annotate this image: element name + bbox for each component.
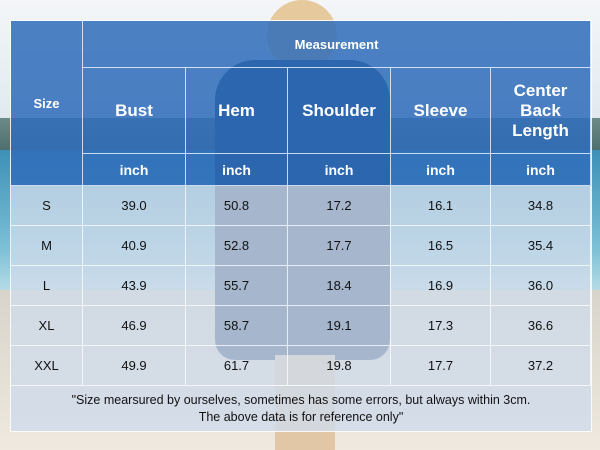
value-cell: 36.6: [491, 306, 591, 346]
unit-shoulder: inch: [288, 154, 391, 186]
value-cell: 36.0: [491, 266, 591, 306]
value-cell: 16.1: [391, 186, 491, 226]
value-cell: 58.7: [186, 306, 288, 346]
column-header-bust: Bust: [83, 68, 186, 154]
value-cell: 16.5: [391, 226, 491, 266]
size-chart-table: [10, 20, 592, 432]
unit-hem: inch: [186, 154, 288, 186]
footnote-line-2: The above data is for reference only": [198, 409, 404, 424]
value-cell: 61.7: [186, 346, 288, 386]
unit-bust: inch: [83, 154, 186, 186]
column-header-shoulder: Shoulder: [288, 68, 391, 154]
value-cell: 17.7: [391, 346, 491, 386]
value-cell: 17.3: [391, 306, 491, 346]
size-header: Size: [11, 21, 83, 186]
footnote-line-1: "Size mearsured by ourselves, sometimes has some errors, but always within 3cm.: [71, 392, 531, 407]
column-header-hem: Hem: [186, 68, 288, 154]
value-cell: 55.7: [186, 266, 288, 306]
value-cell: 49.9: [83, 346, 186, 386]
measurement-header: Measurement: [83, 21, 591, 68]
size-cell: S: [11, 186, 83, 226]
value-cell: 19.1: [288, 306, 391, 346]
unit-center-back-length: inch: [491, 154, 591, 186]
value-cell: 39.0: [83, 186, 186, 226]
value-cell: 19.8: [288, 346, 391, 386]
size-cell: XL: [11, 306, 83, 346]
size-cell: XXL: [11, 346, 83, 386]
value-cell: 34.8: [491, 186, 591, 226]
value-cell: 50.8: [186, 186, 288, 226]
value-cell: 52.8: [186, 226, 288, 266]
value-cell: 46.9: [83, 306, 186, 346]
unit-sleeve: inch: [391, 154, 491, 186]
value-cell: 35.4: [491, 226, 591, 266]
value-cell: 40.9: [83, 226, 186, 266]
value-cell: 17.2: [288, 186, 391, 226]
size-cell: M: [11, 226, 83, 266]
column-header-center-back-length: Center Back Length: [491, 68, 591, 154]
value-cell: 16.9: [391, 266, 491, 306]
value-cell: 43.9: [83, 266, 186, 306]
value-cell: 37.2: [491, 346, 591, 386]
value-cell: 17.7: [288, 226, 391, 266]
size-cell: L: [11, 266, 83, 306]
footnote: [11, 386, 591, 431]
value-cell: 18.4: [288, 266, 391, 306]
column-header-sleeve: Sleeve: [391, 68, 491, 154]
